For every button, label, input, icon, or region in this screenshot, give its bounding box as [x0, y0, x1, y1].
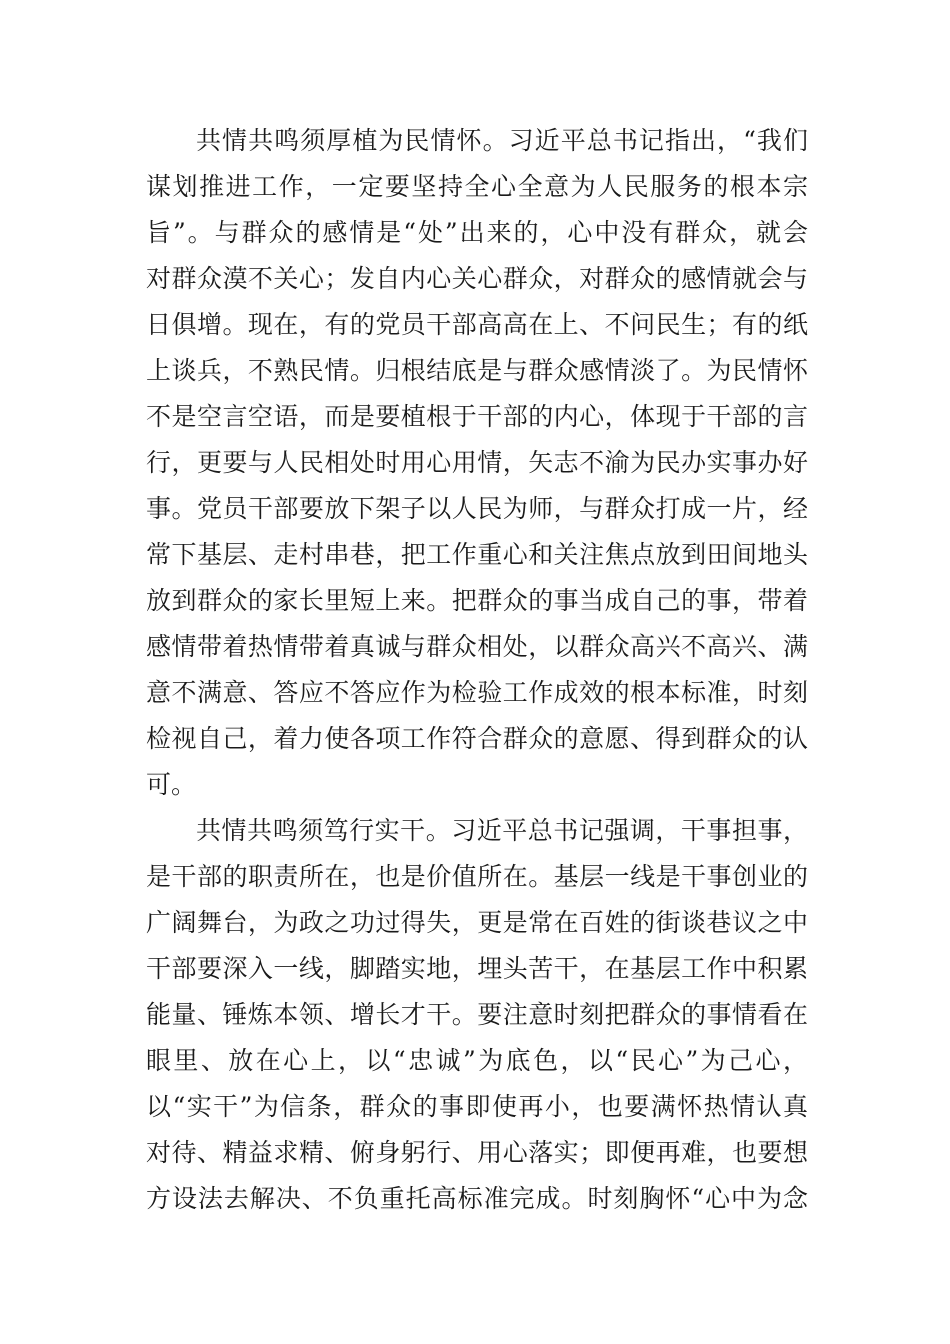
text-line: 可。 [146, 770, 197, 799]
text-line: 检视自己，着力使各项工作符合群众的意愿、得到群众的认 [146, 724, 808, 753]
text-line: 共情共鸣须笃行实干。习近平总书记强调，干事担事， [196, 816, 808, 845]
text-line: 对待、精益求精、俯身躬行、用心落实；即便再难，也要想 [146, 1138, 808, 1167]
text-line: 干部要深入一线，脚踏实地，埋头苦干，在基层工作中积累 [146, 954, 808, 983]
text-line: 放到群众的家长里短上来。把群众的事当成自己的事，带着 [146, 586, 808, 615]
text-line: 感情带着热情带着真诚与群众相处，以群众高兴不高兴、满 [146, 632, 808, 661]
text-line: 是干部的职责所在，也是价值所在。基层一线是干事创业的 [146, 862, 808, 891]
text-line: 日俱增。现在，有的党员干部高高在上、不问民生；有的纸 [146, 310, 808, 339]
text-line: 广阔舞台，为政之功过得失，更是常在百姓的街谈巷议之中 [146, 908, 808, 937]
text-line: 上谈兵，不熟民情。归根结底是与群众感情淡了。为民情怀 [146, 356, 808, 385]
text-line: 谋划推进工作，一定要坚持全心全意为人民服务的根本宗 [146, 172, 808, 201]
text-line: 方设法去解决、不负重托高标准完成。时刻胸怀“心中为念 [146, 1184, 808, 1213]
text-line: 以“实干”为信条，群众的事即使再小，也要满怀热情认真 [146, 1092, 808, 1121]
text-line: 不是空言空语，而是要植根于干部的内心，体现于干部的言 [146, 402, 808, 431]
text-line: 共情共鸣须厚植为民情怀。习近平总书记指出，“我们 [196, 126, 808, 155]
text-line: 眼里、放在心上，以“忠诚”为底色，以“民心”为己心， [146, 1046, 808, 1075]
text-line: 常下基层、走村串巷，把工作重心和关注焦点放到田间地头 [146, 540, 808, 569]
text-line: 对群众漠不关心；发自内心关心群众，对群众的感情就会与 [146, 264, 808, 293]
text-line: 旨”。与群众的感情是“处”出来的，心中没有群众，就会 [146, 218, 808, 247]
text-line: 行，更要与人民相处时用心用情，矢志不渝为民办实事办好 [146, 448, 808, 477]
text-line: 意不满意、答应不答应作为检验工作成效的根本标准，时刻 [146, 678, 808, 707]
paragraph-1 [146, 118, 808, 808]
document-body [146, 118, 808, 1222]
paragraph-2 [146, 808, 808, 1222]
text-line: 事。党员干部要放下架子以人民为师，与群众打成一片，经 [146, 494, 808, 523]
text-line: 能量、锤炼本领、增长才干。要注意时刻把群众的事情看在 [146, 1000, 808, 1029]
